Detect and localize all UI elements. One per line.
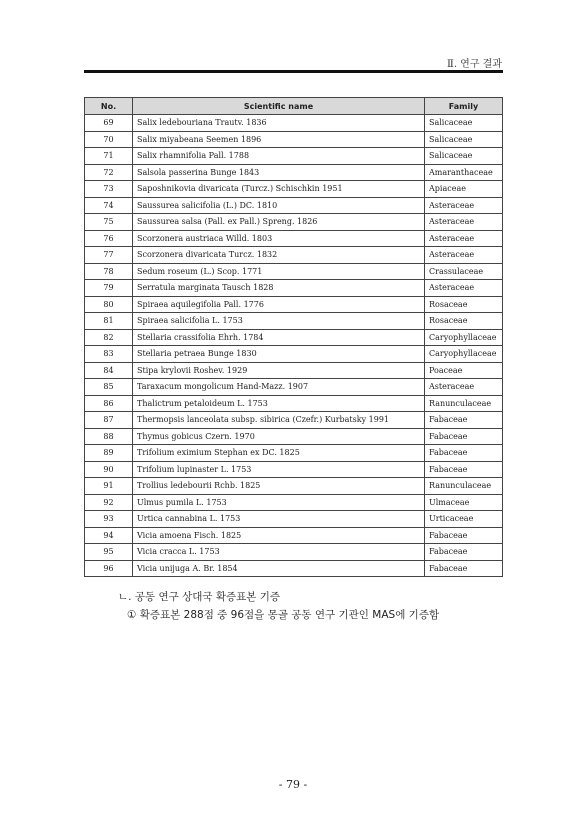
cell-family: Fabaceae <box>425 461 503 478</box>
table-row <box>85 131 503 148</box>
cell-scientific-name: Ulmus pumila L. 1753 <box>133 494 425 511</box>
table-body <box>85 115 503 577</box>
cell-scientific-name: Spiraea aquilegifolia Pall. 1776 <box>133 296 425 313</box>
cell-family: Fabaceae <box>425 544 503 561</box>
table-row <box>85 494 503 511</box>
cell-scientific-name: Trollius ledebourii Rchb. 1825 <box>133 478 425 495</box>
column-header-family: Family <box>425 98 503 115</box>
table-row <box>85 412 503 429</box>
cell-no: 94 <box>85 527 133 544</box>
cell-scientific-name: Saussurea salsa (Pall. ex Pall.) Spreng. 1826 <box>133 214 425 231</box>
cell-family: Asteraceae <box>425 214 503 231</box>
cell-scientific-name: Salix rhamnifolia Pall. 1788 <box>133 148 425 165</box>
table-row <box>85 214 503 231</box>
species-table <box>84 97 503 577</box>
cell-scientific-name: Scorzonera austriaca Willd. 1803 <box>133 230 425 247</box>
table-row <box>85 181 503 198</box>
table-row <box>85 230 503 247</box>
cell-family: Rosaceae <box>425 296 503 313</box>
column-header-scientific-name: Scientific name <box>133 98 425 115</box>
cell-no: 89 <box>85 445 133 462</box>
table-row <box>85 461 503 478</box>
cell-scientific-name: Vicia unijuga A. Br. 1854 <box>133 560 425 577</box>
cell-scientific-name: Saussurea salicifolia (L.) DC. 1810 <box>133 197 425 214</box>
table-row <box>85 148 503 165</box>
cell-family: Amaranthaceae <box>425 164 503 181</box>
cell-no: 86 <box>85 395 133 412</box>
table-row <box>85 544 503 561</box>
note-donation-heading: ㄴ. 공동 연구 상대국 확증표본 기증 <box>118 591 281 603</box>
cell-family: Rosaceae <box>425 313 503 330</box>
cell-scientific-name: Stellaria crassifolia Ehrh. 1784 <box>133 329 425 346</box>
cell-family: Salicaceae <box>425 115 503 132</box>
cell-no: 85 <box>85 379 133 396</box>
table-row <box>85 329 503 346</box>
table-row <box>85 346 503 363</box>
cell-family: Salicaceae <box>425 131 503 148</box>
cell-no: 92 <box>85 494 133 511</box>
cell-scientific-name: Salix ledebouriana Trautv. 1836 <box>133 115 425 132</box>
table-row <box>85 527 503 544</box>
cell-scientific-name: Vicia amoena Fisch. 1825 <box>133 527 425 544</box>
cell-scientific-name: Sedum roseum (L.) Scop. 1771 <box>133 263 425 280</box>
cell-family: Fabaceae <box>425 527 503 544</box>
cell-no: 74 <box>85 197 133 214</box>
cell-family: Fabaceae <box>425 428 503 445</box>
table-row <box>85 445 503 462</box>
cell-scientific-name: Spiraea salicifolia L. 1753 <box>133 313 425 330</box>
cell-family: Fabaceae <box>425 560 503 577</box>
cell-scientific-name: Thalictrum petaloideum L. 1753 <box>133 395 425 412</box>
table-row <box>85 115 503 132</box>
cell-no: 87 <box>85 412 133 429</box>
cell-scientific-name: Thymus gobicus Czern. 1970 <box>133 428 425 445</box>
table-row <box>85 478 503 495</box>
cell-scientific-name: Taraxacum mongolicum Hand-Mazz. 1907 <box>133 379 425 396</box>
cell-no: 79 <box>85 280 133 297</box>
cell-family: Poaceae <box>425 362 503 379</box>
cell-no: 82 <box>85 329 133 346</box>
cell-no: 71 <box>85 148 133 165</box>
cell-no: 77 <box>85 247 133 264</box>
cell-family: Salicaceae <box>425 148 503 165</box>
cell-no: 75 <box>85 214 133 231</box>
cell-no: 78 <box>85 263 133 280</box>
cell-family: Ranunculaceae <box>425 395 503 412</box>
cell-scientific-name: Stellaria petraea Bunge 1830 <box>133 346 425 363</box>
cell-scientific-name: Serratula marginata Tausch 1828 <box>133 280 425 297</box>
cell-scientific-name: Vicia cracca L. 1753 <box>133 544 425 561</box>
cell-scientific-name: Urtica cannabina L. 1753 <box>133 511 425 528</box>
cell-family: Asteraceae <box>425 230 503 247</box>
note-donation-detail: ① 확증표본 288점 중 96점을 몽골 공동 연구 기관인 MAS에 기증함 <box>127 609 440 621</box>
cell-scientific-name: Scorzonera divaricata Turcz. 1832 <box>133 247 425 264</box>
cell-no: 90 <box>85 461 133 478</box>
table-row <box>85 395 503 412</box>
cell-family: Asteraceae <box>425 197 503 214</box>
cell-no: 73 <box>85 181 133 198</box>
cell-scientific-name: Stipa krylovii Roshev. 1929 <box>133 362 425 379</box>
table-row <box>85 428 503 445</box>
table-row <box>85 263 503 280</box>
table-header-row <box>85 98 503 115</box>
cell-scientific-name: Salix miyabeana Seemen 1896 <box>133 131 425 148</box>
cell-no: 81 <box>85 313 133 330</box>
cell-family: Asteraceae <box>425 247 503 264</box>
cell-scientific-name: Trifolium lupinaster L. 1753 <box>133 461 425 478</box>
cell-scientific-name: Saposhnikovia divaricata (Turcz.) Schischkin 1951 <box>133 181 425 198</box>
cell-family: Asteraceae <box>425 280 503 297</box>
cell-no: 80 <box>85 296 133 313</box>
cell-no: 72 <box>85 164 133 181</box>
table-row <box>85 379 503 396</box>
cell-family: Asteraceae <box>425 379 503 396</box>
cell-family: Urticaceae <box>425 511 503 528</box>
cell-no: 91 <box>85 478 133 495</box>
cell-family: Apiaceae <box>425 181 503 198</box>
table-row <box>85 280 503 297</box>
cell-no: 83 <box>85 346 133 363</box>
cell-no: 93 <box>85 511 133 528</box>
cell-family: Caryophyllaceae <box>425 346 503 363</box>
page-number: - 79 - <box>278 778 308 791</box>
cell-no: 84 <box>85 362 133 379</box>
cell-no: 96 <box>85 560 133 577</box>
table-row <box>85 560 503 577</box>
table-row <box>85 511 503 528</box>
cell-no: 69 <box>85 115 133 132</box>
column-header-no: No. <box>85 98 133 115</box>
header-rule <box>84 70 503 73</box>
cell-no: 88 <box>85 428 133 445</box>
cell-scientific-name: Salsola passerina Bunge 1843 <box>133 164 425 181</box>
table-row <box>85 362 503 379</box>
table-row <box>85 197 503 214</box>
cell-scientific-name: Trifolium eximium Stephan ex DC. 1825 <box>133 445 425 462</box>
cell-family: Crassulaceae <box>425 263 503 280</box>
cell-family: Caryophyllaceae <box>425 329 503 346</box>
cell-scientific-name: Thermopsis lanceolata subsp. sibirica (Czefr.) Kurbatsky 1991 <box>133 412 425 429</box>
cell-family: Fabaceae <box>425 445 503 462</box>
cell-family: Ulmaceae <box>425 494 503 511</box>
header-section-title: Ⅱ. 연구 결과 <box>447 59 502 70</box>
table-row <box>85 164 503 181</box>
table-row <box>85 247 503 264</box>
cell-family: Ranunculaceae <box>425 478 503 495</box>
cell-no: 95 <box>85 544 133 561</box>
table-row <box>85 296 503 313</box>
table-row <box>85 313 503 330</box>
cell-family: Fabaceae <box>425 412 503 429</box>
cell-no: 70 <box>85 131 133 148</box>
cell-no: 76 <box>85 230 133 247</box>
